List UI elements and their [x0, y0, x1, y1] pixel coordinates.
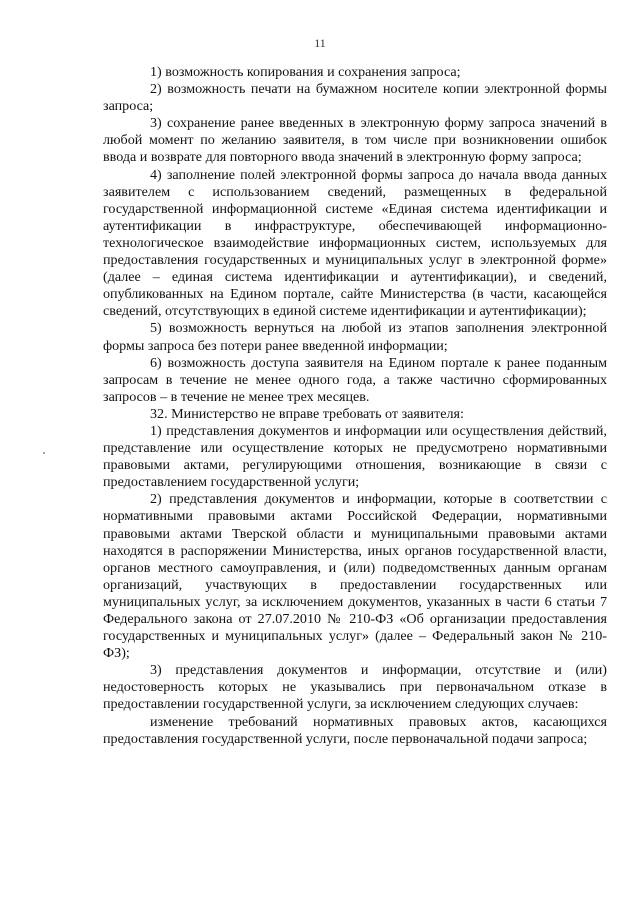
paragraph-32-item-2: 2) представления документов и информации, которые в соответствии с нормативными правовыми актами Российской Федерации, нормативными правовыми актами Тверской области и муниципальными правовыми актами находятся в распоряжении Министерства, иных органов государственной власти, органов местного самоуправления, и (или) подведомственных данным органам организаций, участвующих в предоставлении государственных или муниципальных услуг, за исключением документов, указанных в части 6 статьи 7 Федерального закона от 27.07.2010 № 210-ФЗ «Об организации предоставления государственных и муниципальных услуг» (далее – Федеральный закон № 210-ФЗ);: [103, 491, 607, 662]
paragraph-item-5: 5) возможность вернуться на любой из этапов заполнения электронной формы запроса без потери ранее введенной информации;: [103, 320, 607, 354]
paragraph-32-item-1: 1) представления документов и информации или осуществления действий, представление или осуществление которых не предусмотрено нормативными правовыми актами, регулирующими отношения, возникающие в связи с предоставлением государственной услуги;: [103, 422, 607, 491]
paragraph-item-1: 1) возможность копирования и сохранения запроса;: [150, 64, 461, 80]
paragraph-item-6: 6) возможность доступа заявителя на Едином портале к ранее поданным запросам в течение не менее одного года, а также частично сформированных запросов – в течение не менее трех месяцев.: [103, 354, 607, 405]
paragraph-section-32: 32. Министерство не вправе требовать от заявителя:: [150, 405, 464, 422]
paragraph-item-3: 3) сохранение ранее введенных в электронную форму запроса значений в любой момент по желанию заявителя, в том числе при возникновении ошибок ввода и возврате для повторного ввода значений в электронную форму запроса;: [103, 115, 607, 166]
scan-speck: [43, 452, 45, 454]
page-number: 11: [314, 36, 326, 50]
paragraph-32-item-3: 3) представления документов и информации, отсутствие и (или) недостоверность которых не указывались при первоначальном отказе в предоставлении государственной услуги, за исключением следующих случаев:: [103, 662, 607, 713]
paragraph-item-2: 2) возможность печати на бумажном носителе копии электронной формы запроса;: [103, 81, 607, 115]
paragraph-exception-1: изменение требований нормативных правовых актов, касающихся предоставления государственной услуги, после первоначальной подачи запроса;: [103, 713, 607, 747]
document-body: [103, 64, 607, 748]
paragraph-item-4: 4) заполнение полей электронной формы запроса до начала ввода данных заявителем с использованием сведений, размещенных в федеральной государственной информационной системе «Единая система идентификации и аутентификации в инфраструктуре, обеспечивающей информационно-технологическое взаимодействие информационных систем, используемых для предоставления государственных и муниципальных услуг в электронной форме» (далее – единая система идентификации и аутентификации), и сведений, опубликованных на Едином портале, сайте Министерства (в части, касающейся сведений, отсутствующих в единой системе идентификации и аутентификации);: [103, 166, 607, 320]
